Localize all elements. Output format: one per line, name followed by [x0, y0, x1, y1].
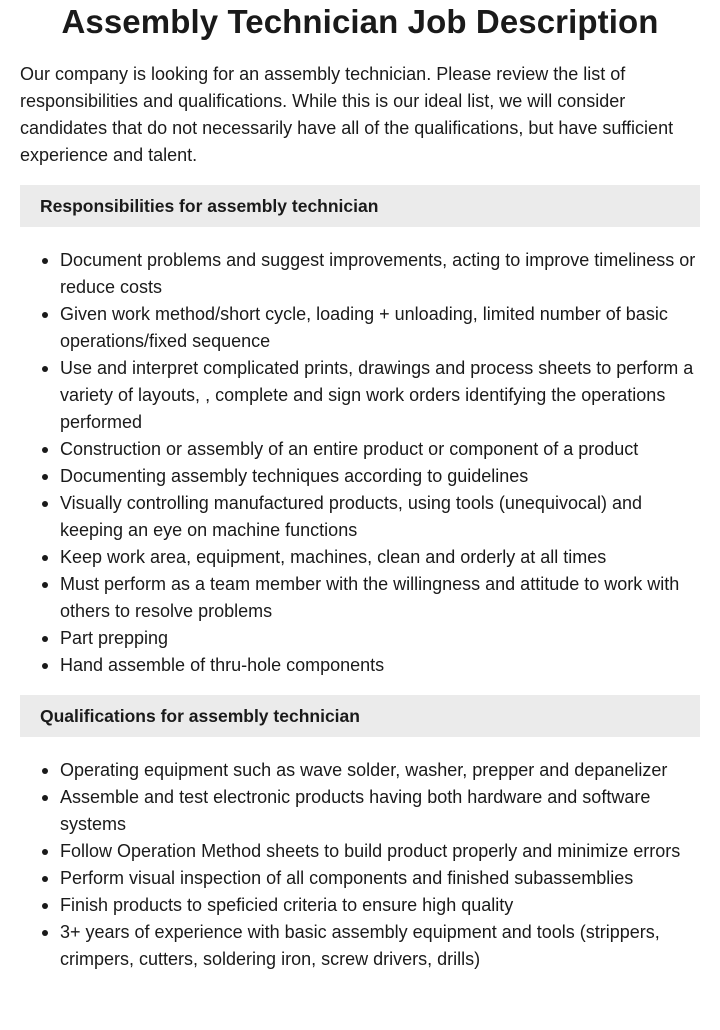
- intro-paragraph: Our company is looking for an assembly technician. Please review the list of responsibilities and qualifications. While this is our ideal list, we will consider candidates that do not necessarily have all of the qualifications, but have sufficient experience and talent.: [20, 64, 674, 165]
- list-item: Construction or assembly of an entire product or component of a product: [60, 436, 700, 463]
- list-item: Documenting assembly techniques according to guidelines: [60, 463, 700, 490]
- list-item: Keep work area, equipment, machines, clean and orderly at all times: [60, 544, 700, 571]
- list-item: Perform visual inspection of all components and finished subassemblies: [60, 865, 700, 892]
- list-item: Assemble and test electronic products having both hardware and software systems: [60, 784, 700, 838]
- list-item: Hand assemble of thru-hole components: [60, 652, 700, 679]
- list-item: Visually controlling manufactured products, using tools (unequivocal) and keeping an eye on machine functions: [60, 490, 700, 544]
- list-item: Given work method/short cycle, loading + unloading, limited number of basic operations/fixed sequence: [60, 301, 700, 355]
- list-item: Finish products to speficied criteria to ensure high quality: [60, 892, 700, 919]
- qualifications-heading: Qualifications for assembly technician: [20, 695, 700, 737]
- qualifications-list: [20, 757, 700, 973]
- list-item: Follow Operation Method sheets to build product properly and minimize errors: [60, 838, 700, 865]
- list-item: Document problems and suggest improvements, acting to improve timeliness or reduce costs: [60, 247, 700, 301]
- list-item: 3+ years of experience with basic assembly equipment and tools (strippers, crimpers, cutters, soldering iron, screw drivers, drills): [60, 919, 700, 973]
- list-item: Use and interpret complicated prints, drawings and process sheets to perform a variety of layouts, , complete and sign work orders identifying the operations performed: [60, 355, 700, 436]
- responsibilities-list: [20, 247, 700, 679]
- responsibilities-heading: Responsibilities for assembly technician: [20, 185, 700, 227]
- list-item: Part prepping: [60, 625, 700, 652]
- list-item: Must perform as a team member with the willingness and attitude to work with others to resolve problems: [60, 571, 700, 625]
- list-item: Operating equipment such as wave solder, washer, prepper and depanelizer: [60, 757, 700, 784]
- page-title: Assembly Technician Job Description: [61, 3, 659, 40]
